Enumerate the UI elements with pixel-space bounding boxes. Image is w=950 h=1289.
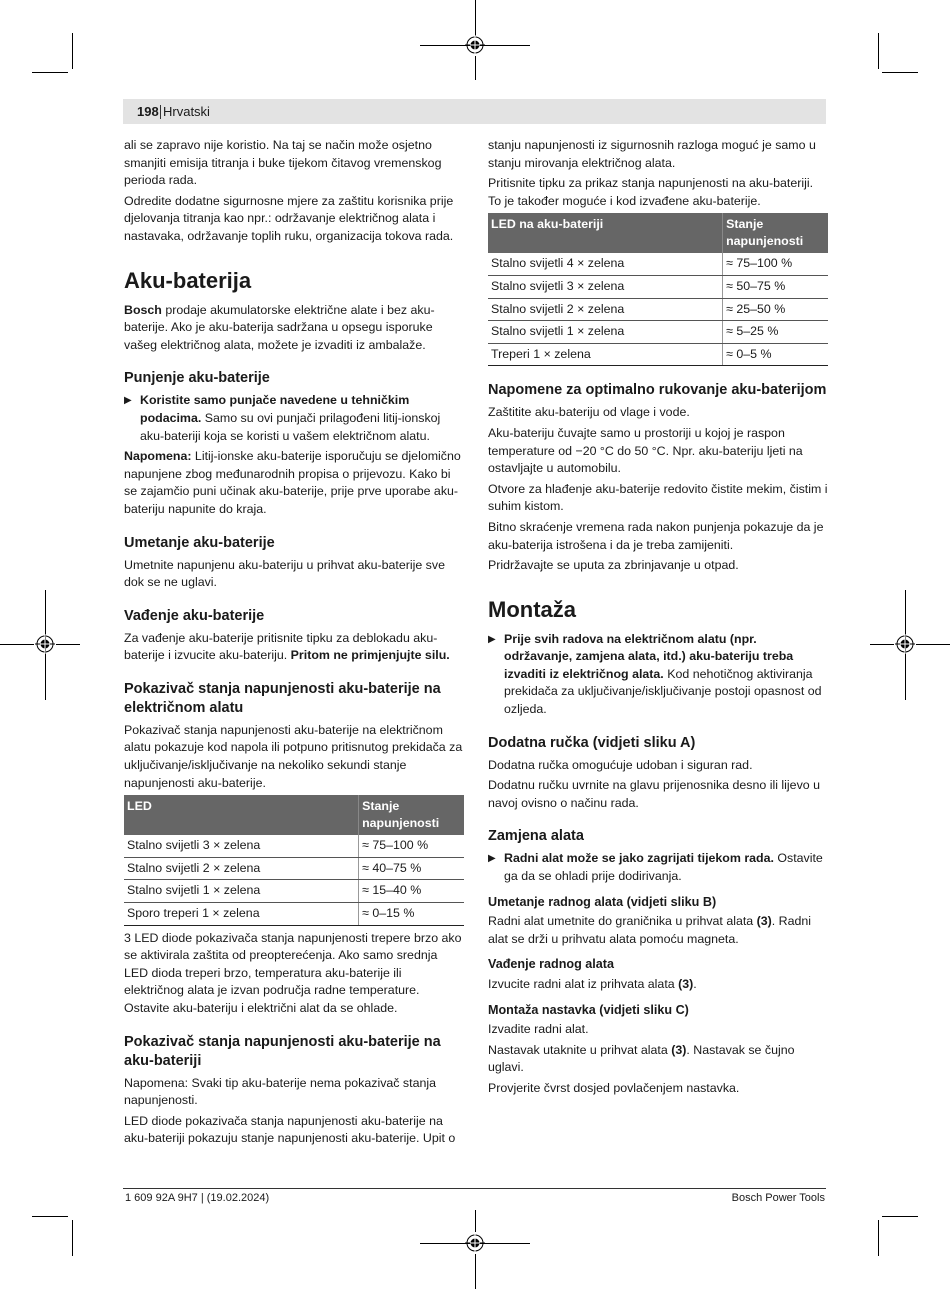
crop-mark <box>475 56 476 80</box>
warning-bullet <box>488 850 828 885</box>
bold-text: Pritom ne primjenjujte silu. <box>290 648 450 663</box>
table-cell: Stalno svijetli 2 × zelena <box>124 857 359 880</box>
crop-mark <box>0 644 34 645</box>
table-cell: ≈ 75–100 % <box>359 835 464 857</box>
paragraph: Pritisnite tipku za prikaz stanja napunjenosti na aku-bateriji. To je također moguće i kod izvađene aku-baterije. <box>488 176 814 208</box>
paragraph-text: . <box>693 977 697 991</box>
paragraph-text: Izvucite radni alat iz prihvata alata <box>488 977 679 991</box>
table-cell: ≈ 0–5 % <box>723 343 828 366</box>
crop-mark <box>56 644 80 645</box>
paragraph: Napomena: Svaki tip aku-baterije nema pokazivač stanja napunjenosti. <box>124 1075 436 1108</box>
crop-mark <box>72 1220 73 1256</box>
note-paragraph <box>124 448 464 518</box>
paragraph: Dodatnu ručku uvrnite na glavu prijenosnika desno ili lijevo u navoj ovisno o načinu rada. <box>488 778 820 810</box>
triangle-right-icon: ▶ <box>124 395 132 407</box>
paragraph <box>124 630 464 665</box>
table-header: Stanje napunjenosti <box>723 213 828 253</box>
warning-bullet <box>124 392 464 445</box>
registration-mark-icon <box>465 1233 485 1253</box>
crop-mark <box>882 72 918 73</box>
paragraph-text: . Nastavak se čujno uglavi. <box>488 1042 795 1075</box>
table-cell: ≈ 75–100 % <box>723 253 828 275</box>
page-number: 198 <box>137 104 159 119</box>
table-cell: Stalno svijetli 2 × zelena <box>488 298 723 321</box>
table-header: Stanje napunjenosti <box>359 795 464 835</box>
charge-table-battery <box>488 213 828 366</box>
brand-name: Bosch <box>124 302 162 317</box>
paragraph: Izvadite radni alat. <box>488 1022 589 1037</box>
table-row <box>488 253 828 275</box>
bullet-text: Ostavite ga da se ohladi prije dodirivanja. <box>504 851 823 884</box>
table-cell: Stalno svijetli 4 × zelena <box>488 253 723 275</box>
table-header: LED <box>124 795 359 835</box>
crop-mark <box>878 33 879 69</box>
section-title-battery: Aku-baterija <box>124 267 252 293</box>
paragraph-text: Radni alat umetnite do graničnika u prihvat alata <box>488 914 757 929</box>
paragraph: Zaštitite aku-bateriju od vlage i vode. <box>488 405 690 420</box>
paragraph: Provjerite čvrst dosjed povlačenjem nastavka. <box>488 1080 740 1095</box>
table-cell: ≈ 25–50 % <box>723 298 828 321</box>
heading-battery-handling: Napomene za optimalno rukovanje aku-baterijom <box>488 382 827 399</box>
bullet-bold-text: Radni alat može se jako zagrijati tijekom rada. <box>504 851 774 866</box>
table-row <box>488 275 828 298</box>
warning-bullet <box>488 631 828 719</box>
table-row <box>488 343 828 366</box>
left-column <box>124 137 464 1151</box>
section-title-assembly: Montaža <box>488 596 576 622</box>
paragraph: Otvore za hlađenje aku-baterije redovito čistite mekim, čistim i suhim kistom. <box>488 481 828 514</box>
heading-insert-battery: Umetanje aku-baterije <box>124 534 275 551</box>
table-cell: ≈ 5–25 % <box>723 321 828 344</box>
crop-mark <box>475 1254 476 1289</box>
crop-mark <box>916 644 950 645</box>
table-cell: Stalno svijetli 3 × zelena <box>488 275 723 298</box>
paragraph <box>488 1042 828 1077</box>
bullet-bold-text: Koristite samo punjače navedene u tehničkim podacima. <box>140 393 410 425</box>
paragraph: Odredite dodatne sigurnosne mjere za zaštitu korisnika prije djelovanja titranja kao npr.: održavanje električnog alata i nastavaka, održavanje toplih ruku, organizacija tokova rada. <box>124 193 454 243</box>
heading-battery-indicator: Pokazivač stanja napunjenosti aku-baterije na aku-bateriji <box>124 1033 441 1069</box>
header-bar <box>123 99 826 124</box>
crop-mark <box>32 1216 68 1217</box>
paragraph: Aku-bateriju čuvajte samo u prostoriji u kojoj je raspon temperature od −20 °C do 50 °C. Npr. aku-bateriju ljeti na ostavljajte u automobilu. <box>488 425 803 476</box>
paragraph: ali se zapravo nije koristio. Na taj se način može osjetno smanjiti emisija titranja i buke tijekom čitavog vremenskog perioda rada. <box>124 138 442 188</box>
part-reference: (3) <box>756 914 772 929</box>
paragraph: 3 LED diode pokazivača stanja napunjenosti treperе brzo ako se aktivirala zaštita od preopterećenja. Ako samo srednja LED dioda treperi brzo, temperatura aku-baterije ili električnog alata je izvan područja radne temperature. Ostavite aku-bateriju i električni alat da se ohlade. <box>124 930 462 1015</box>
heading-charging: Punjenje aku-baterije <box>124 370 270 387</box>
paragraph-text: Za vađenje aku-baterije pritisnite tipku za deblokadu aku-baterije i izvucite aku-bateriju. <box>124 630 438 663</box>
triangle-right-icon: ▶ <box>488 853 496 865</box>
bullet-bold-text: Prije svih radova na električnom alatu (npr. održavanje, zamjena alata, itd.) aku-bateriju treba izvaditi iz električnog alata. <box>504 631 794 681</box>
table-cell: Sporo treperi 1 × zelena <box>124 903 359 926</box>
crop-mark <box>870 644 894 645</box>
paragraph <box>488 913 828 948</box>
registration-mark-icon <box>895 634 915 654</box>
header-language: Hrvatski <box>163 104 210 119</box>
header-separator <box>160 105 161 119</box>
footer-brand: Bosch Power Tools <box>731 1192 825 1204</box>
footer-rule <box>123 1188 826 1189</box>
paragraph <box>124 302 464 355</box>
heading-tool-change: Zamjena alata <box>488 828 584 845</box>
table-row <box>488 321 828 344</box>
paragraph: Pokazivač stanja napunjenosti aku-baterije na električnom alatu pokazuje kod napola ili potpuno pritisnutog prekidača za uključivanje/isključivanje na nekoliko sekundi stanje napunjenosti aku-baterije. <box>124 722 463 790</box>
crop-mark <box>72 33 73 69</box>
paragraph-text: Nastavak utaknite u prihvat alata <box>488 1042 672 1057</box>
table-cell: Stalno svijetli 1 × zelena <box>124 880 359 903</box>
paragraph <box>488 976 828 994</box>
footer-doc-number: 1 609 92A 9H7 | (19.02.2024) <box>125 1192 270 1204</box>
table-cell: ≈ 0–15 % <box>359 903 464 926</box>
crop-mark <box>475 1210 476 1232</box>
table-cell: ≈ 15–40 % <box>359 880 464 903</box>
triangle-right-icon: ▶ <box>488 633 496 645</box>
paragraph-text: prodaje akumulatorske električne alate i bez aku-baterije. Ako je aku-baterija sadržana u opsegu isporuke vašeg električnog alata, možete je izvaditi iz ambalaže. <box>124 302 435 352</box>
paragraph: Umetnite napunjenu aku-bateriju u prihvat aku-baterije sve dok se ne uglavi. <box>124 557 445 590</box>
part-reference: (3) <box>671 1042 687 1057</box>
table-cell: ≈ 40–75 % <box>359 857 464 880</box>
right-column <box>488 137 828 1101</box>
registration-mark-icon <box>35 634 55 654</box>
subheading-insert-tool: Umetanje radnog alata (vidjeti sliku B) <box>488 894 717 909</box>
table-row <box>124 903 464 926</box>
heading-aux-handle: Dodatna ručka (vidjeti sliku A) <box>488 734 696 751</box>
registration-mark-icon <box>465 35 485 55</box>
paragraph: Bitno skraćenje vremena rada nakon punjenja pokazuje da je aku-baterija istrošena i da je treba zamijeniti. <box>488 519 824 552</box>
table-header: LED na aku-bateriji <box>488 213 723 253</box>
table-row <box>488 298 828 321</box>
note-text: Litij-ionske aku-baterije isporučuju se djelomično napunjene zbog međunarodnih propisa o prijevozu. Kako bi se zajamčio puni učinak aku-baterije, prije prve uporabe aku-bateriju napunite do kraja. <box>124 449 461 516</box>
table-row <box>124 880 464 903</box>
paragraph: LED diode pokazivača stanja napunjenosti aku-baterije na aku-bateriji pokazuju stanje napunjenosti aku-baterije. Upit o <box>124 1113 456 1146</box>
paragraph: Pridržavajte se uputa za zbrinjavanje u otpad. <box>488 558 739 573</box>
crop-mark <box>475 0 476 36</box>
crop-mark <box>32 72 68 73</box>
table-cell: Treperi 1 × zelena <box>488 343 723 366</box>
table-row <box>124 835 464 857</box>
paragraph: Dodatna ručka omogućuje udoban i siguran rad. <box>488 757 753 772</box>
part-reference: (3) <box>678 977 694 991</box>
bullet-text: Samo su ovi punjači prilagođeni litij-ionskoj aku-bateriji koja se koristi u vašem električnom alatu. <box>140 410 441 443</box>
paragraph-text: . Radni alat se drži u prihvatu alata pomoću magneta. <box>488 914 812 946</box>
subheading-attachment: Montaža nastavka (vidjeti sliku C) <box>488 1002 689 1017</box>
crop-mark <box>882 1216 918 1217</box>
paragraph: stanju napunjenosti iz sigurnosnih razloga moguć je samo u stanju mirovanja električnog alata. <box>488 138 816 170</box>
note-label: Napomena: <box>124 449 192 464</box>
table-row <box>124 857 464 880</box>
bullet-text: Kod nehotičnog aktiviranja prekidača za uključivanje/isključivanje postoji opasnost od ozljeda. <box>504 666 822 717</box>
heading-remove-battery: Vađenje aku-baterije <box>124 607 265 624</box>
charge-table-tool <box>124 795 464 925</box>
table-cell: Stalno svijetli 3 × zelena <box>124 835 359 857</box>
heading-tool-indicator: Pokazivač stanja napunjenosti aku-baterije na električnom alatu <box>124 680 441 716</box>
table-cell: Stalno svijetli 1 × zelena <box>488 321 723 344</box>
subheading-remove-tool: Vađenje radnog alata <box>488 957 614 972</box>
table-cell: ≈ 50–75 % <box>723 275 828 298</box>
crop-mark <box>878 1220 879 1256</box>
